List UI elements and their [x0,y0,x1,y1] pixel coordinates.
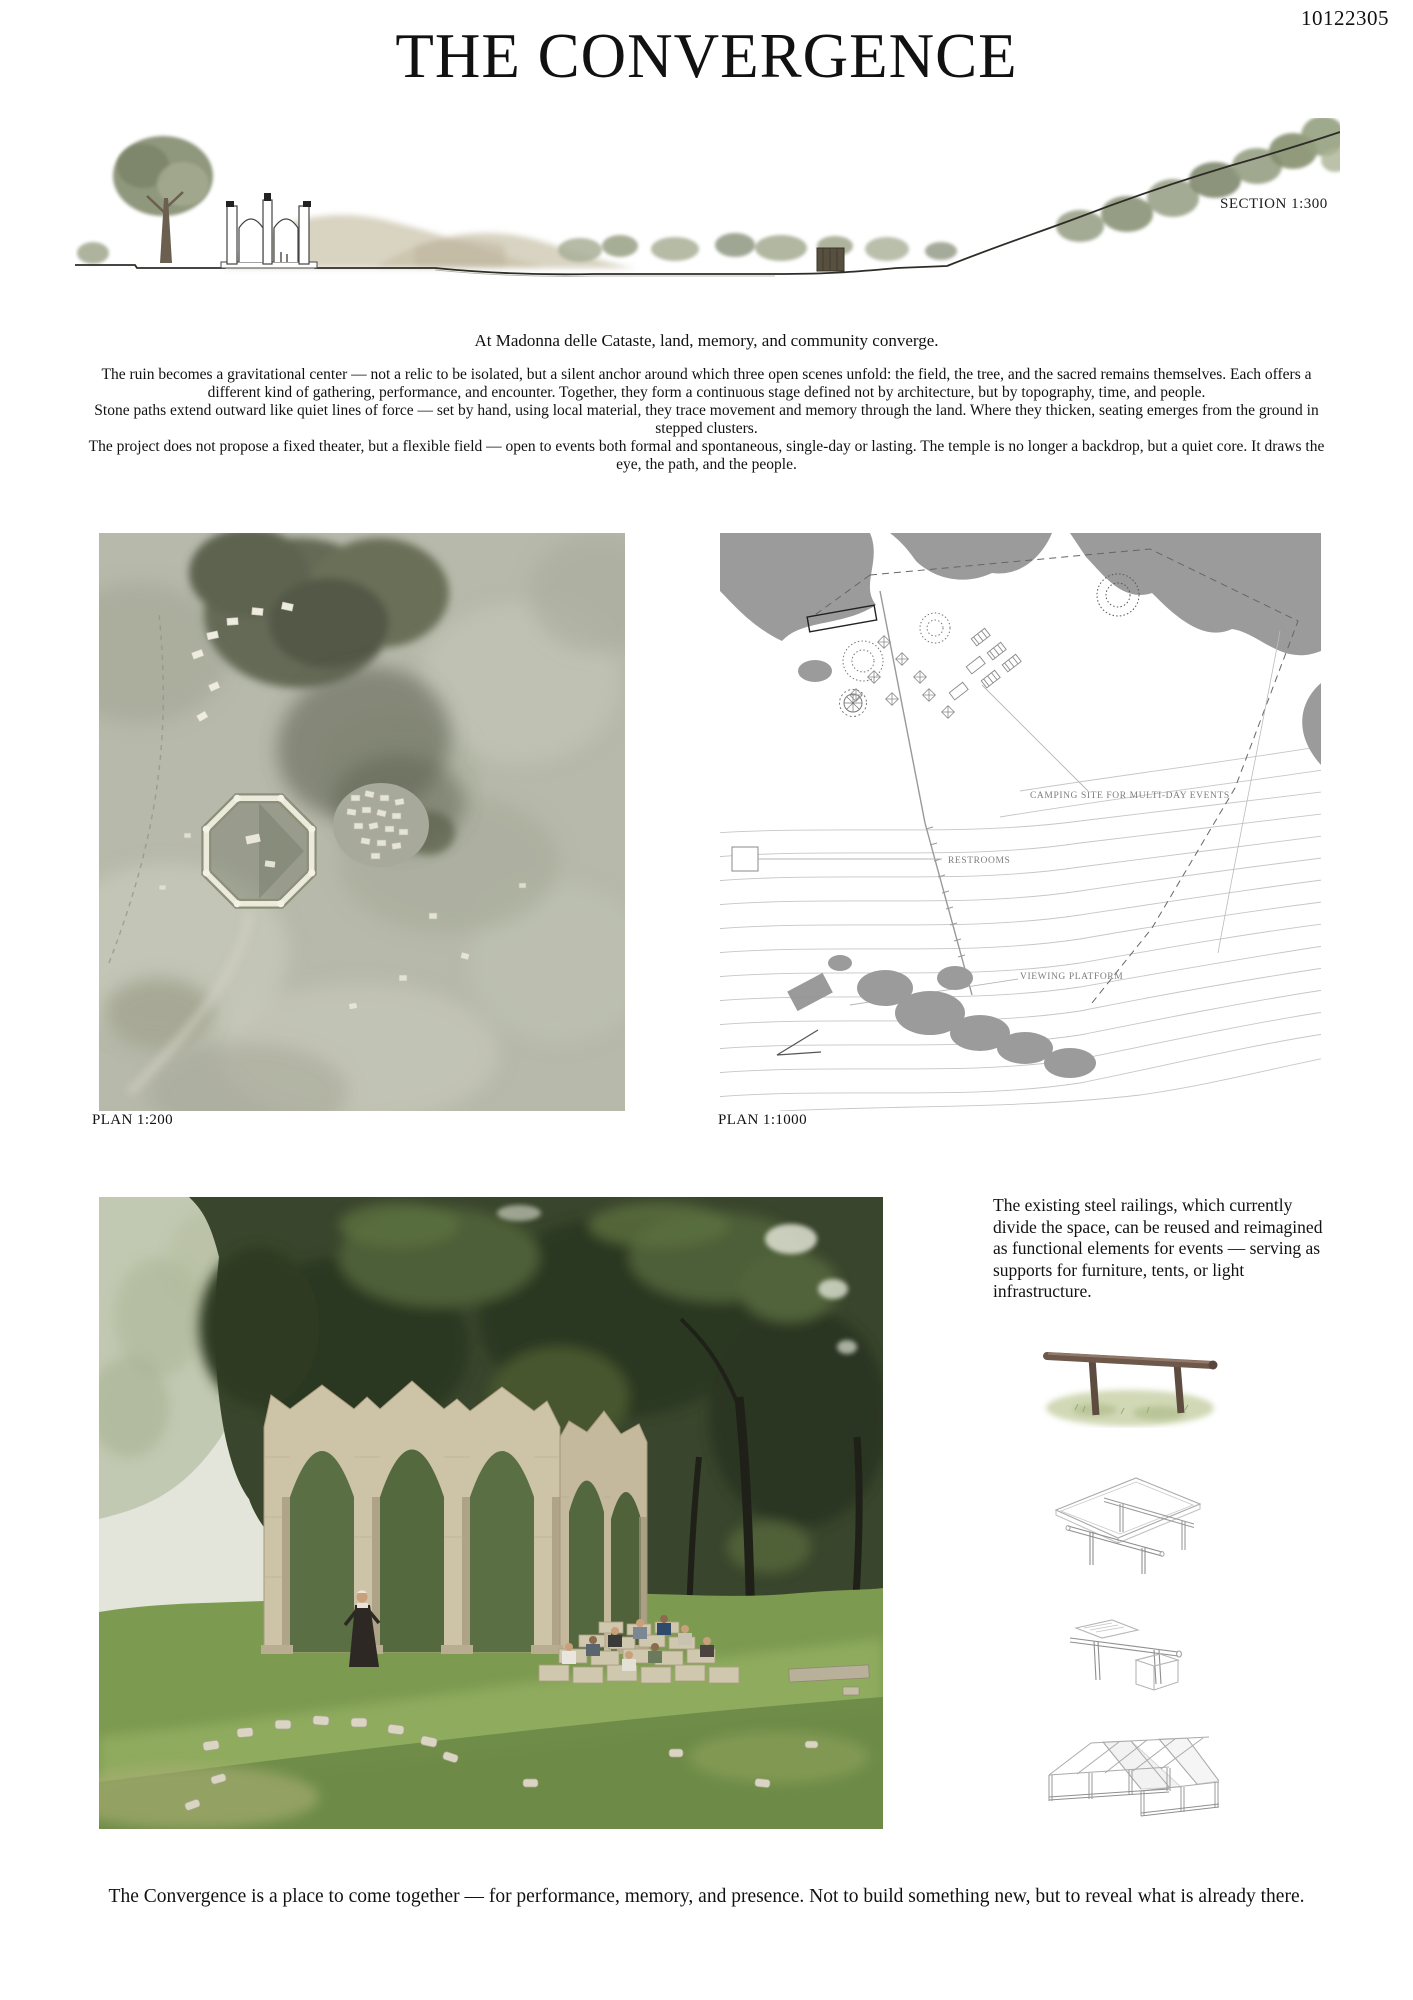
section-label: SECTION 1:300 [1220,196,1328,212]
railings-note: The existing steel railings, which currently divide the space, can be reused and reimagined as functional elements for events — serving as supports for furniture, tents, or light infrastructure. [993,1195,1323,1301]
statement-tagline: At Madonna delle Cataste, land, memory, and community converge. [474,331,939,350]
railing-shelf-sketch [1060,1608,1194,1691]
site-label-camping: CAMPING SITE FOR MULTI-DAY EVENTS [1030,791,1230,801]
statement-block [75,366,1338,474]
slope-trees [1056,118,1340,242]
octagon-structure [203,795,316,908]
left-tree [77,136,213,264]
student-id: 10122305 [1301,6,1389,30]
plan-caption-site: PLAN 1:1000 [718,1112,807,1128]
stone-pile [333,783,429,867]
railing-table-sketch [1044,1468,1206,1576]
site-label-restrooms: RESTROOMS [948,856,1011,866]
ruin-photo [99,1197,883,1829]
aerial-plan-image [99,533,625,1111]
statement-paragraph: The project does not propose a fixed theater, but a flexible field — open to events both formal and spontaneous, single-day or lasting. The temple is no longer a backdrop, but a quiet core. It draws the eye, the path, and the people. [88,438,1325,473]
temple-section [221,193,317,268]
grass-patch [1046,1390,1214,1426]
mid-trees [558,233,957,262]
statement-paragraph: The ruin becomes a gravitational center — not a relic to be isolated, but a silent anchor around which three open scenes unfold: the field, the tree, and the sacred remains themselves. Each offers a different kind of gathering, performance, and encounter. Together, they form a continuous stage defined not by architecture, but by topography, time, and people. [101,366,1312,401]
site-plan-image [720,533,1321,1111]
statement-paragraph: Stone paths extend outward like quiet lines of force — set by hand, using local material, they trace movement and memory through the land. Where they thicken, seating emerges from the ground in stepped clusters. [94,402,1319,437]
section-drawing [75,118,1340,283]
page-title: THE CONVERGENCE [395,21,1018,91]
plan-caption-aerial: PLAN 1:200 [92,1112,174,1128]
railing-tent-sketch [1041,1729,1219,1818]
small-building [817,248,844,271]
site-label-viewing-platform: VIEWING PLATFORM [1020,972,1124,982]
railing-photo [1035,1318,1225,1428]
closing-statement: The Convergence is a place to come together — for performance, memory, and presence. Not to build something new, but to reveal what is already there. [108,1886,1305,1907]
